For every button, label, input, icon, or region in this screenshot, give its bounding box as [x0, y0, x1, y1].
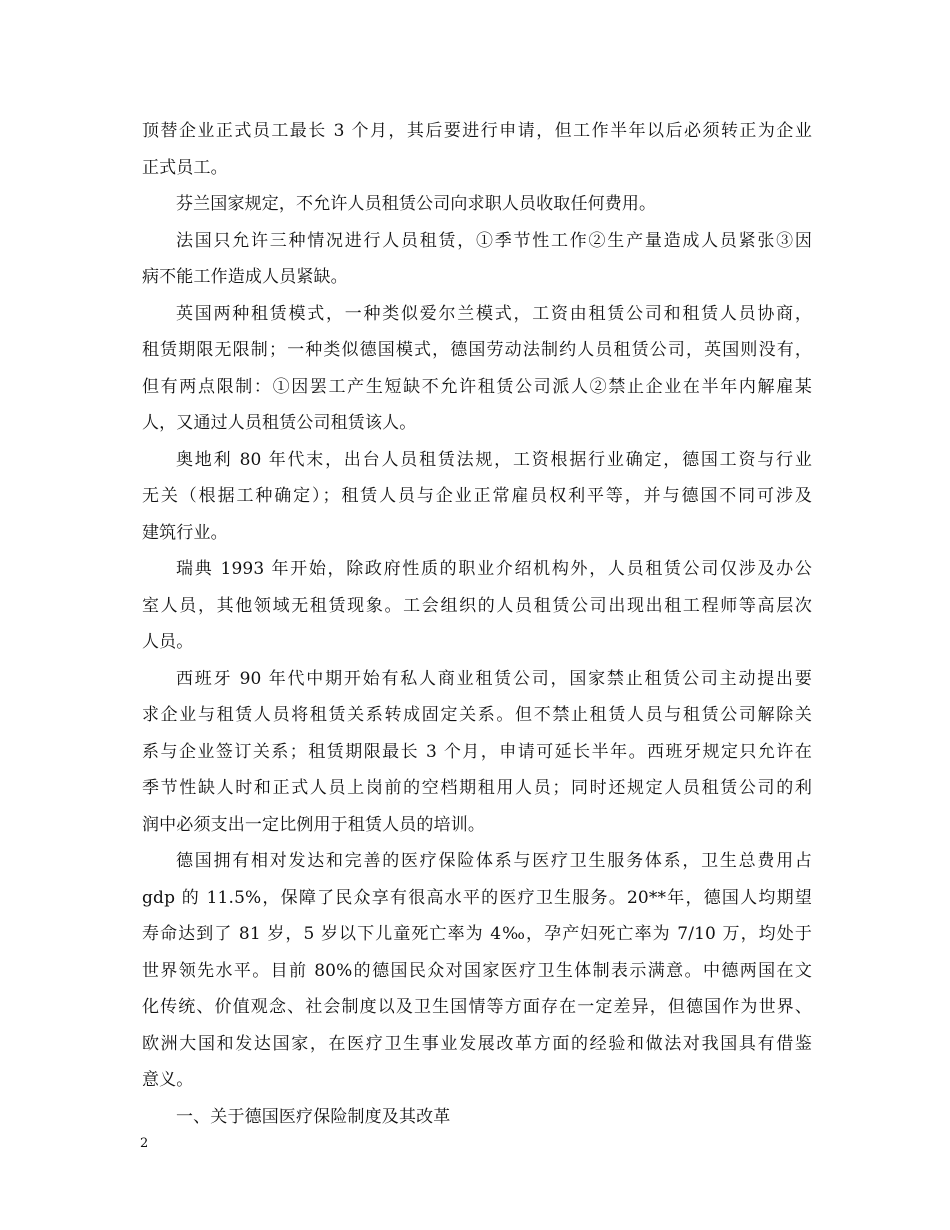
- text-line: 正式员工。: [142, 157, 228, 178]
- text-line: 人员。: [142, 632, 194, 652]
- text-line: 意义。: [142, 1070, 194, 1090]
- document-body: [142, 113, 812, 1135]
- text-line: 季节性缺人时和正式人员上岗前的空档期租用人员；同时还规定人员租赁公司的利: [142, 778, 812, 798]
- text-line: 奥地利 80 年代末，出台人员租赁法规，工资根据行业确定，德国工资与行业: [176, 449, 812, 470]
- text-line: 寿命达到了 81 岁，5 岁以下儿童死亡率为 4‰，孕产妇死亡率为 7/10 万，均处于: [142, 924, 812, 944]
- page-number: 2: [140, 1136, 149, 1151]
- text-line: 芬兰国家规定，不允许人员租赁公司向求职人员收取任何费用。: [176, 194, 657, 214]
- text-line: 欧洲大国和发达国家，在医疗卫生事业发展改革方面的经验和做法对我国具有借鉴: [142, 1033, 812, 1054]
- text-line: 西班牙 90 年代中期开始有私人商业租赁公司，国家禁止租赁公司主动提出要: [176, 668, 812, 689]
- text-line: 世界领先水平。目前 80%的德国民众对国家医疗卫生体制表示满意。中德两国在文: [142, 960, 812, 981]
- text-line: 求企业与租赁人员将租赁关系转成固定关系。但不禁止租赁人员与租赁公司解除关: [142, 705, 812, 725]
- text-line: 顶替企业正式员工最长 3 个月，其后要进行申请，但工作半年以后必须转正为企业: [142, 121, 812, 141]
- text-line: 租赁期限无限制；一种类似德国模式，德国劳动法制约人员租赁公司，英国则没有，: [142, 340, 812, 360]
- text-line: 室人员，其他领域无租赁现象。工会组织的人员租赁公司出现出租工程师等高层次: [142, 595, 812, 616]
- text-line: gdp 的 11.5%，保障了民众享有很高水平的医疗卫生服务。20**年，德国人均期望: [142, 887, 812, 908]
- text-line: 瑞典 1993 年开始，除政府性质的职业介绍机构外，人员租赁公司仅涉及办公: [176, 559, 812, 579]
- text-line: 建筑行业。: [142, 522, 228, 543]
- text-line: 病不能工作造成人员紧缺。: [142, 267, 348, 287]
- text-line: 系与企业签订关系；租赁期限最长 3 个月，申请可延长半年。西班牙规定只允许在: [142, 741, 812, 762]
- section-heading: 一、关于德国医疗保险制度及其改革: [176, 1106, 451, 1127]
- text-line: 无关（根据工种确定）；租赁人员与企业正常雇员权利平等，并与德国不同可涉及: [142, 486, 812, 506]
- text-line: 人，又通过人员租赁公司租赁该人。: [142, 413, 417, 433]
- text-line: 润中必须支出一定比例用于租赁人员的培训。: [142, 814, 485, 835]
- text-line: 化传统、价值观念、社会制度以及卫生国情等方面存在一定差异，但德国作为世界、: [142, 997, 812, 1017]
- text-line: 法国只允许三种情况进行人员租赁，①季节性工作②生产量造成人员紧张③因: [176, 230, 812, 251]
- text-line: 英国两种租赁模式，一种类似爱尔兰模式，工资由租赁公司和租赁人员协商，: [176, 303, 812, 324]
- text-line: 但有两点限制：①因罢工产生短缺不允许租赁公司派人②禁止企业在半年内解雇某: [142, 376, 812, 397]
- text-line: 德国拥有相对发达和完善的医疗保险体系与医疗卫生服务体系，卫生总费用占: [176, 851, 812, 871]
